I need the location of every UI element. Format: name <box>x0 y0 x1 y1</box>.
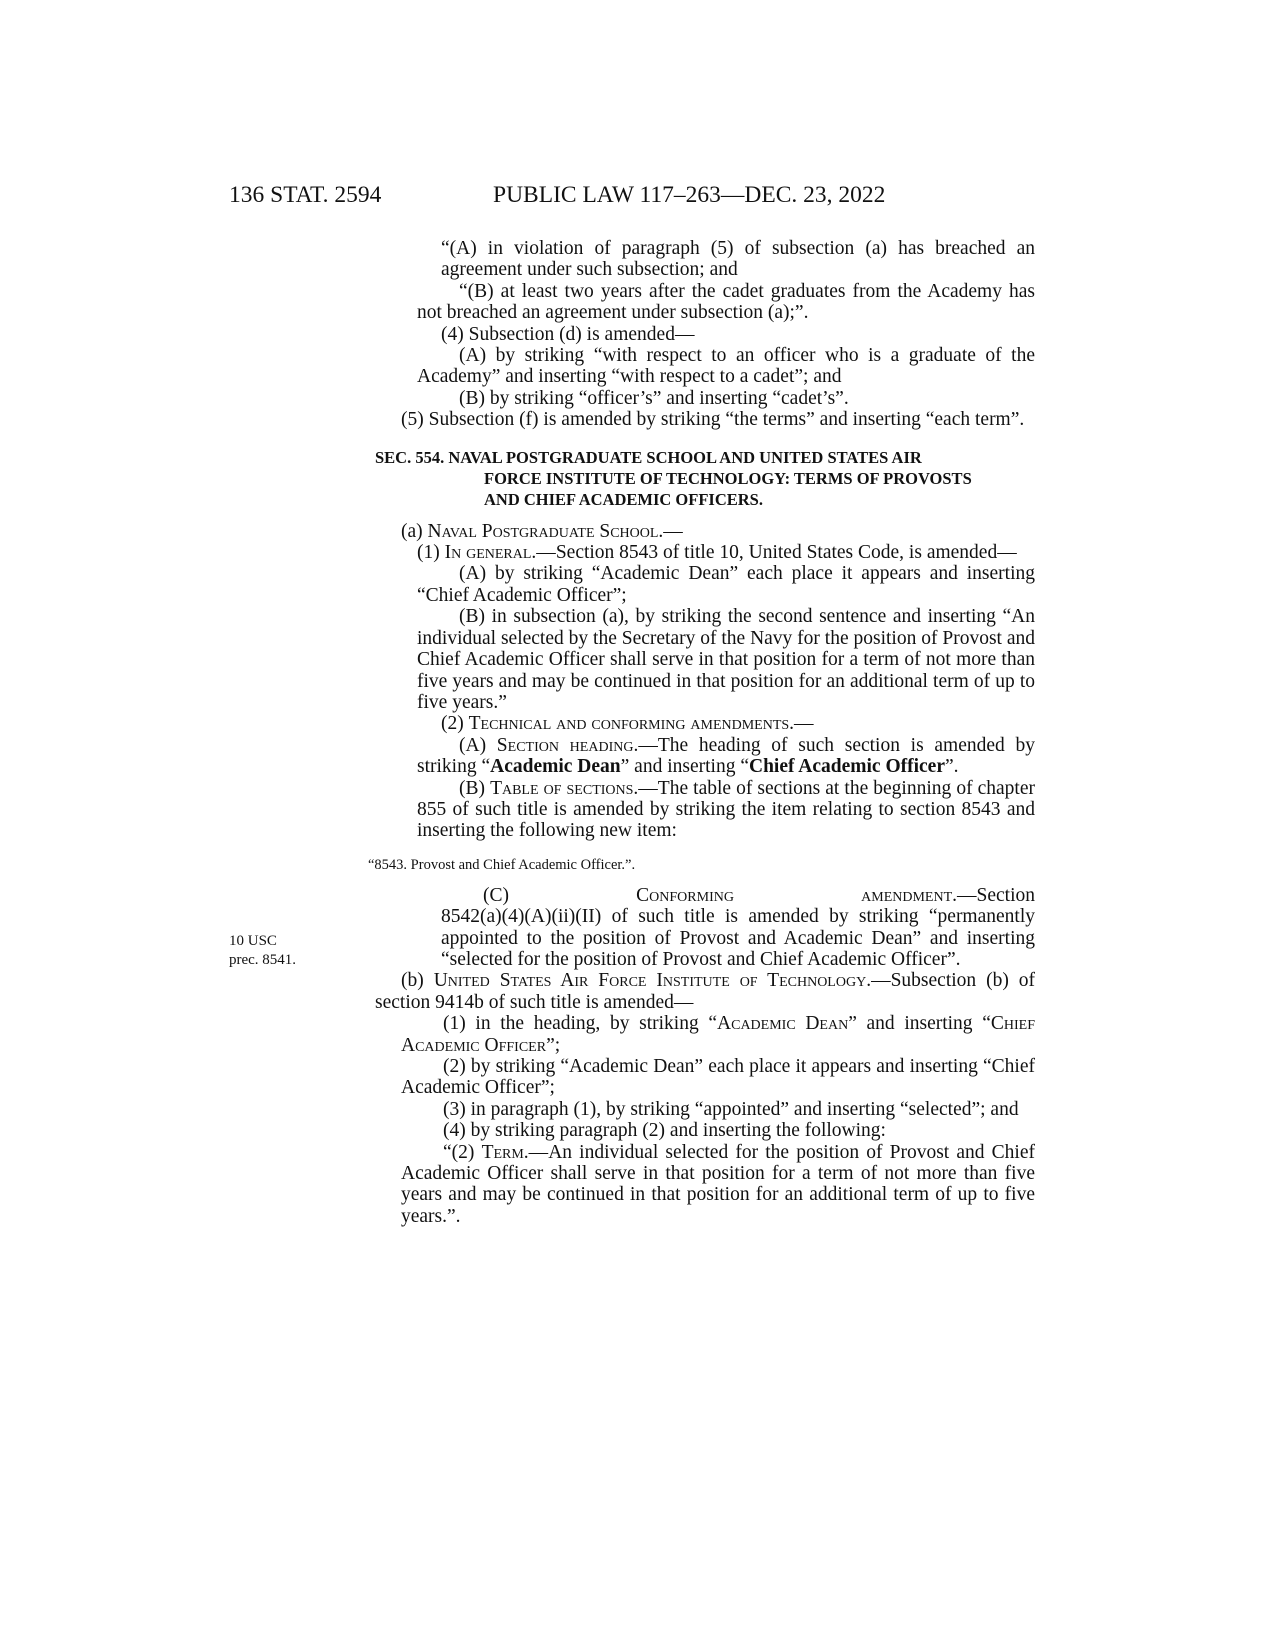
para-4: (4) Subsection (d) is amended— <box>441 323 695 345</box>
page-header <box>0 182 1275 222</box>
document-body <box>368 238 1036 1227</box>
subsection-a-para-1: (1) In general.—Section 8543 of title 10, United States Code, is amended— <box>417 542 1017 564</box>
subsection-a-para-2: (2) Technical and conforming amendments.— <box>441 713 814 735</box>
section-heading-line1: SEC. 554. NAVAL POSTGRADUATE SCHOOL AND UNITED STATES AIR <box>375 447 922 467</box>
quoted-para-b: “(B) at least two years after the cadet graduates from the Academy has not breached an agreement under subsection (a);”. <box>417 280 1035 324</box>
para-5: (5) Subsection (f) is amended by striking “the terms” and inserting “each term”. <box>401 409 1025 431</box>
public-law-title: PUBLIC LAW 117–263—DEC. 23, 2022 <box>493 182 886 208</box>
section-heading-line3: AND CHIEF ACADEMIC OFFICERS. <box>484 489 763 509</box>
subsection-a: (a) Naval Postgraduate School.— <box>401 520 683 542</box>
margin-note-line1: 10 USC <box>229 933 277 949</box>
para-4b: (B) by striking “officer’s” and inserting “cadet’s”. <box>459 387 849 409</box>
para-2c-body: 8542(a)(4)(A)(ii)(II) of such title is amended by striking “permanently appointed to the position of Provost and Academic Dean” and inserting “selected for the position of Provost and Chief Academic Officer”. <box>441 906 1035 970</box>
subsection-b-para-2: (2) by striking “Academic Dean” each place it appears and inserting “Chief Academic Officer”; <box>401 1056 1035 1099</box>
subsection-b-para-4: (4) by striking paragraph (2) and inserting the following: <box>443 1120 886 1142</box>
subsection-b-para-1: (1) in the heading, by striking “Academic Dean” and inserting “Chief Academic Officer”; <box>401 1013 1035 1056</box>
quoted-term-paragraph: “(2) Term.—An individual selected for the position of Provost and Chief Academic Officer shall serve in that position for a term of not more than five years and may be continued in that position for an additional term of up to five years.”. <box>401 1141 1036 1227</box>
subsection-a-para-2a: (A) Section heading.—The heading of such section is amended by striking “Academic Dean” and inserting “Chief Academic Officer”. <box>417 734 1036 778</box>
margin-note <box>229 932 296 970</box>
para-4a: (A) by striking “with respect to an officer who is a graduate of the Academy” and inserting “with respect to a cadet”; and <box>417 345 1035 388</box>
section-heading <box>375 447 1035 510</box>
subsection-a-para-2b: (B) Table of sections.—The table of sections at the beginning of chapter 855 of such title is amended by striking the item relating to section 8543 and inserting the following new item: <box>417 777 1035 842</box>
margin-note-line2: prec. 8541. <box>229 952 297 968</box>
subsection-a-para-2c <box>375 885 1035 971</box>
subsection-a-para-1b: (B) in subsection (a), by striking the second sentence and inserting “An individual selected by the Secretary of the Navy for the position of Provost and Chief Academic Officer shall serve in that position for a term of not more than five years and may be continued in that position for an additional term of up to five years.” <box>417 606 1035 713</box>
para-5-wrap <box>375 409 1035 430</box>
subsection-b: (b) United States Air Force Institute of Technology.—Subsection (b) of section 9414b of such title is amended— <box>375 970 1036 1013</box>
subsection-b-para-3: (3) in paragraph (1), by striking “appointed” and inserting “selected”; and <box>443 1098 1019 1120</box>
subsection-a-para-1a: (A) by striking “Academic Dean” each place it appears and inserting “Chief Academic Officer”; <box>417 563 1035 606</box>
table-of-sections-item: “8543. Provost and Chief Academic Officer.”. <box>368 856 636 873</box>
stat-page-number: 136 STAT. 2594 <box>229 182 382 208</box>
quoted-para-a: “(A) in violation of paragraph (5) of subsection (a) has breached an agreement under such subsection; and <box>441 238 1035 281</box>
section-heading-line2: FORCE INSTITUTE OF TECHNOLOGY: TERMS OF PROVOSTS <box>484 468 972 488</box>
para-2c-first-line: (C) Conforming amendment.—Section <box>483 884 1036 906</box>
